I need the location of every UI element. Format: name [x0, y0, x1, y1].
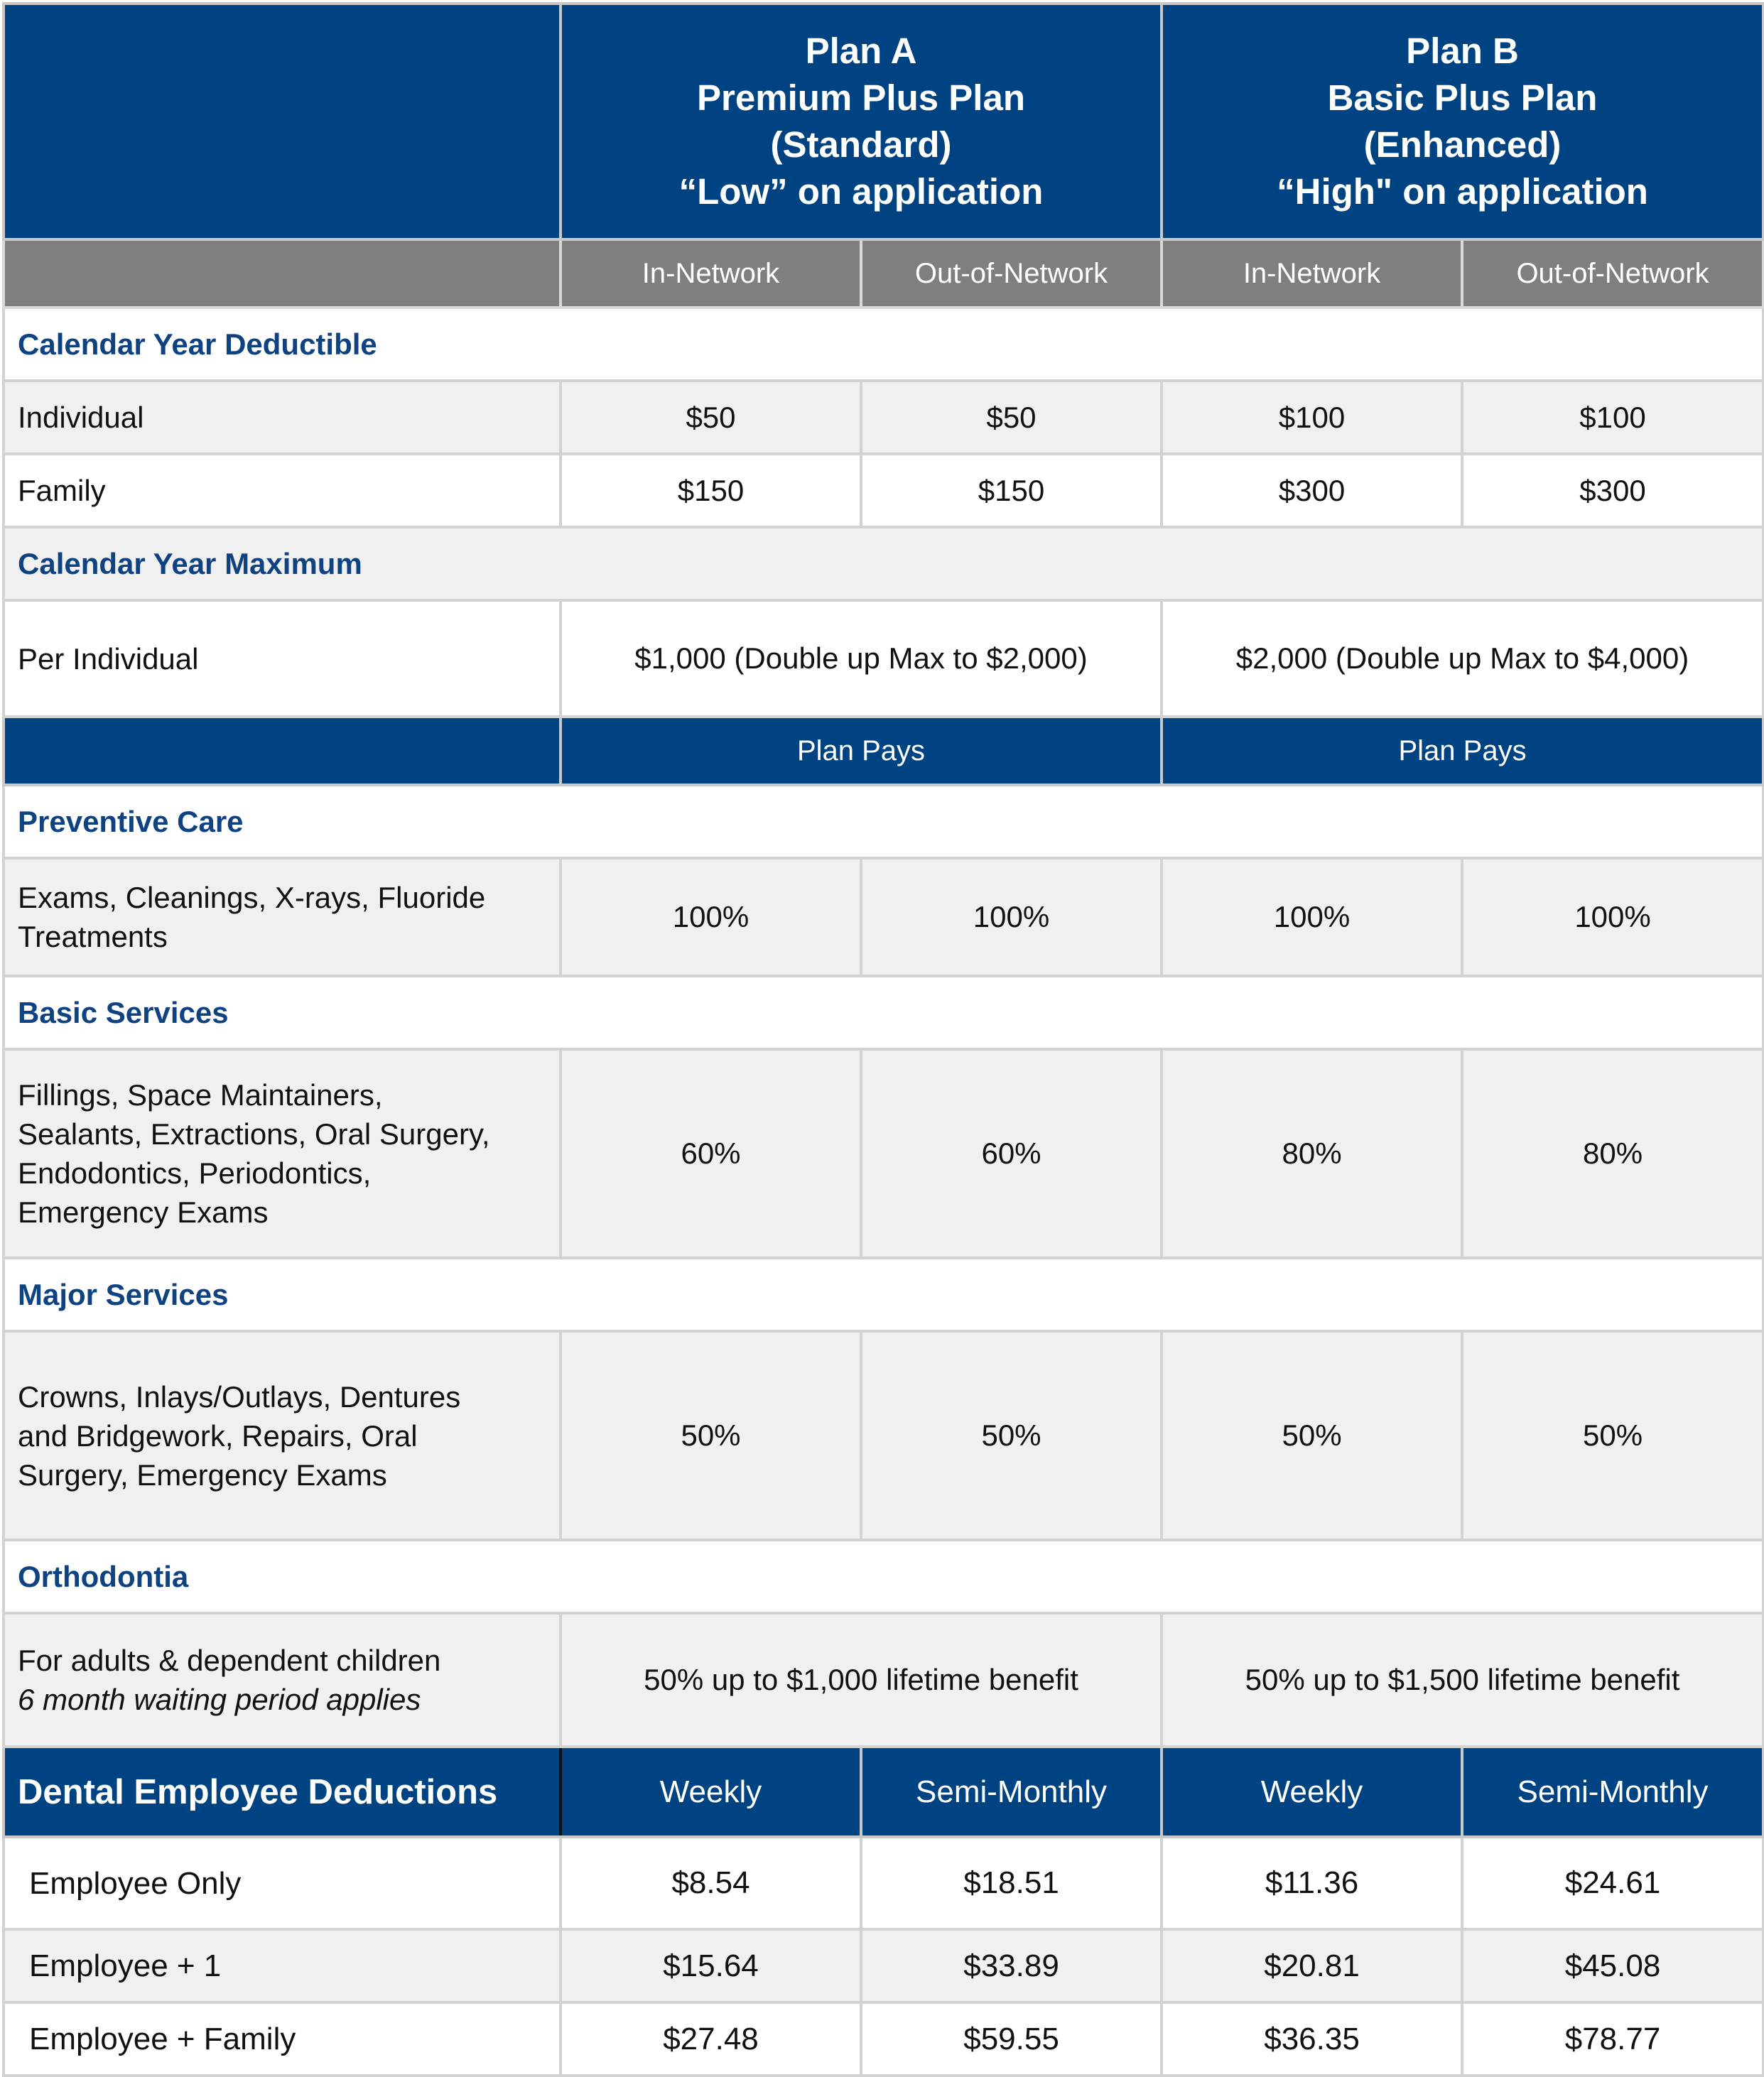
cell-value: 100% [1462, 858, 1763, 976]
section-row [4, 308, 1763, 381]
deductions-title: Dental Employee Deductions [4, 1747, 561, 1837]
cell-value: $150 [561, 454, 861, 527]
deduction-column-header: Weekly [1162, 1747, 1462, 1837]
cell-value: 50% up to $1,000 lifetime benefit [561, 1613, 1162, 1747]
deduction-column-header: Semi-Monthly [1462, 1747, 1763, 1837]
plan-pays-blank-cell [4, 717, 561, 785]
waiting-period-note: 6 month waiting period applies [18, 1683, 421, 1716]
plan-a-application: “Low” on application [678, 171, 1044, 212]
cell-value: 100% [561, 858, 861, 976]
cell-value: 50% up to $1,500 lifetime benefit [1162, 1613, 1763, 1747]
cell-value: $300 [1162, 454, 1462, 527]
cell-value: 60% [561, 1049, 861, 1258]
dental-plan-comparison-table [2, 2, 1764, 2077]
row-label-line: Crowns, Inlays/Outlays, Dentures [18, 1379, 461, 1414]
cell-value: 100% [861, 858, 1162, 976]
plan-pays-label: Plan Pays [1162, 717, 1763, 785]
table-row [4, 600, 1763, 717]
plan-b-title: Basic Plus Plan [1327, 77, 1598, 118]
deductions-header-row [4, 1747, 1763, 1837]
cell-value: 80% [1162, 1049, 1462, 1258]
table-row [4, 1049, 1763, 1258]
section-title: Orthodontia [4, 1540, 1763, 1613]
cell-value: $8.54 [561, 1837, 861, 1929]
cell-value: $78.77 [1462, 2002, 1763, 2076]
cell-value: $15.64 [561, 1929, 861, 2002]
cell-value: 100% [1162, 858, 1462, 976]
row-label: Employee + 1 [4, 1929, 561, 2002]
plan-pays-label: Plan Pays [561, 717, 1162, 785]
section-row [4, 1540, 1763, 1613]
plan-a-type: (Standard) [770, 124, 952, 165]
cell-value: $100 [1162, 381, 1462, 454]
cell-value: $45.08 [1462, 1929, 1763, 2002]
row-label: Employee Only [4, 1837, 561, 1929]
row-label-line: Emergency Exams [18, 1195, 269, 1229]
cell-value: $27.48 [561, 2002, 861, 2076]
cell-value: $20.81 [1162, 1929, 1462, 2002]
header-blank-cell [4, 4, 561, 239]
table-row [4, 1613, 1763, 1747]
cell-value: $36.35 [1162, 2002, 1462, 2076]
row-label [4, 858, 561, 976]
table-row [4, 1929, 1763, 2002]
row-label-line: Treatments [18, 920, 168, 953]
cell-value: $100 [1462, 381, 1763, 454]
network-label: In-Network [561, 239, 861, 308]
cell-value: 50% [561, 1331, 861, 1540]
row-label [4, 1049, 561, 1258]
section-row [4, 1258, 1763, 1331]
table-row [4, 1837, 1763, 1929]
plan-a-title: Premium Plus Plan [697, 77, 1025, 118]
cell-value: $50 [561, 381, 861, 454]
cell-value: $50 [861, 381, 1162, 454]
plan-b-application: “High" on application [1277, 171, 1648, 212]
row-label-line: and Bridgework, Repairs, Oral [18, 1419, 418, 1453]
table-row [4, 381, 1763, 454]
row-label-line: Endodontics, Periodontics, [18, 1156, 372, 1190]
section-title: Major Services [4, 1258, 1763, 1331]
cell-value: $59.55 [861, 2002, 1162, 2076]
row-label [4, 1331, 561, 1540]
table-row [4, 1331, 1763, 1540]
row-label-line: Surgery, Emergency Exams [18, 1458, 387, 1492]
plan-pays-row [4, 717, 1763, 785]
cell-value: $1,000 (Double up Max to $2,000) [561, 600, 1162, 717]
network-label: Out-of-Network [861, 239, 1162, 308]
section-title: Calendar Year Maximum [4, 527, 1763, 600]
table-row [4, 858, 1763, 976]
plan-b-header [1162, 4, 1763, 239]
cell-value: 50% [1162, 1331, 1462, 1540]
plan-b-type: (Enhanced) [1363, 124, 1562, 165]
plan-header-row [4, 4, 1763, 239]
plan-b-name: Plan B [1406, 31, 1519, 71]
table-row [4, 2002, 1763, 2076]
row-label: Per Individual [4, 600, 561, 717]
network-label: In-Network [1162, 239, 1462, 308]
cell-value: 50% [861, 1331, 1162, 1540]
section-row [4, 785, 1763, 858]
row-label-line: Fillings, Space Maintainers, [18, 1078, 383, 1112]
table-row [4, 454, 1763, 527]
cell-value: $11.36 [1162, 1837, 1462, 1929]
row-label-line: Sealants, Extractions, Oral Surgery, [18, 1117, 490, 1151]
section-title: Preventive Care [4, 785, 1763, 858]
section-title: Basic Services [4, 976, 1763, 1049]
section-row [4, 976, 1763, 1049]
cell-value: $2,000 (Double up Max to $4,000) [1162, 600, 1763, 717]
cell-value: 60% [861, 1049, 1162, 1258]
network-label: Out-of-Network [1462, 239, 1763, 308]
plan-a-header [561, 4, 1162, 239]
cell-value: $24.61 [1462, 1837, 1763, 1929]
network-header-row [4, 239, 1763, 308]
cell-value: $33.89 [861, 1929, 1162, 2002]
cell-value: $300 [1462, 454, 1763, 527]
cell-value: 50% [1462, 1331, 1763, 1540]
cell-value: $150 [861, 454, 1162, 527]
cell-value: $18.51 [861, 1837, 1162, 1929]
section-row [4, 527, 1763, 600]
row-label [4, 1613, 561, 1747]
row-label: Individual [4, 381, 561, 454]
section-title: Calendar Year Deductible [4, 308, 1763, 381]
deduction-column-header: Semi-Monthly [861, 1747, 1162, 1837]
row-label-line: Exams, Cleanings, X-rays, Fluoride [18, 881, 486, 914]
row-label: Family [4, 454, 561, 527]
plan-a-name: Plan A [805, 31, 917, 71]
deduction-column-header: Weekly [561, 1747, 861, 1837]
row-label-line: For adults & dependent children [18, 1644, 441, 1677]
row-label: Employee + Family [4, 2002, 561, 2076]
network-blank-cell [4, 239, 561, 308]
cell-value: 80% [1462, 1049, 1763, 1258]
